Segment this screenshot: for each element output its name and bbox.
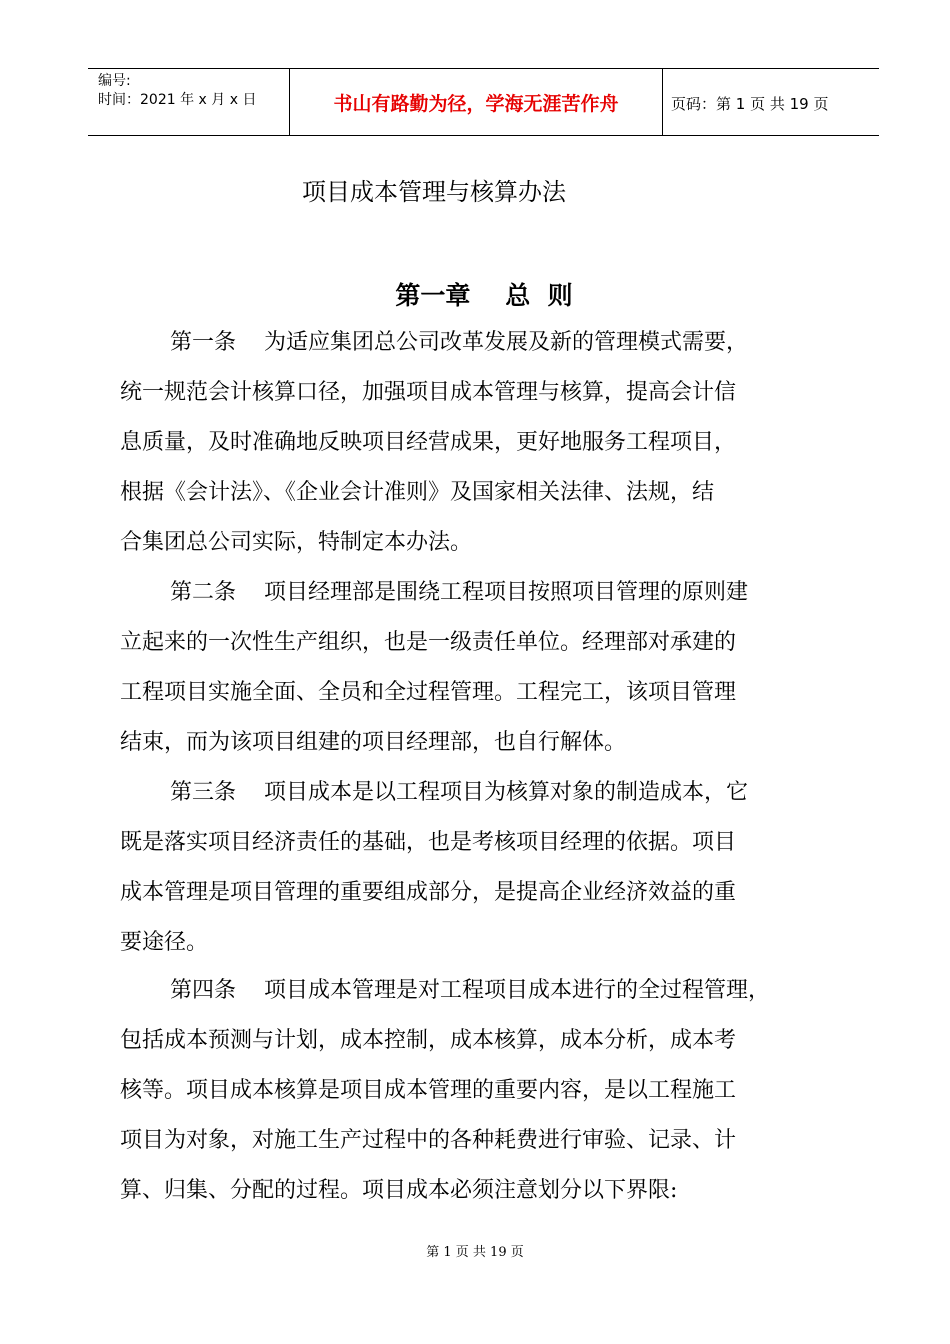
body-text-line: 工程项目实施全面、全员和全过程管理。工程完工，该项目管理 bbox=[120, 680, 737, 705]
body-text-line: 统一规范会计核算口径，加强项目成本管理与核算，提高会计信 bbox=[120, 380, 737, 405]
header-motto-cell bbox=[290, 69, 663, 135]
body-text-line: 算、归集、分配的过程。项目成本必须注意划分以下界限: bbox=[120, 1178, 678, 1203]
body-text-line: 第二条 项目经理部是围绕工程项目按照项目管理的原则建 bbox=[170, 580, 748, 605]
document-title: 项目成本管理与核算办法 bbox=[302, 178, 566, 206]
document-number-label: 编号: bbox=[98, 73, 131, 89]
body-text-line: 既是落实项目经济责任的基础，也是考核项目经理的依据。项目 bbox=[120, 830, 737, 855]
body-text-line: 根据《会计法》、《企业会计准则》及国家相关法律、法规，结 bbox=[120, 480, 715, 505]
document-time-label: 时间：2021 年 x 月 x 日 bbox=[98, 92, 257, 108]
body-text-line: 第一条 为适应集团总公司改革发展及新的管理模式需要， bbox=[170, 330, 748, 355]
body-text-line: 核等。项目成本核算是项目成本管理的重要内容，是以工程施工 bbox=[120, 1078, 737, 1103]
body-text-line: 合集团总公司实际，特制定本办法。 bbox=[120, 530, 473, 555]
body-text-line: 成本管理是项目管理的重要组成部分，是提高企业经济效益的重 bbox=[120, 880, 737, 905]
body-text-line: 要途径。 bbox=[120, 930, 209, 955]
page-footer: 第 1 页 共 19 页 bbox=[426, 1245, 524, 1260]
header-motto: 书山有路勤为径，学海无涯苦作舟 bbox=[333, 93, 619, 115]
document-header bbox=[88, 68, 879, 136]
header-page-number: 页码：第 1 页 共 19 页 bbox=[671, 95, 829, 113]
header-meta-cell bbox=[88, 69, 290, 135]
header-page-cell bbox=[663, 69, 879, 135]
body-text-line: 第四条 项目成本管理是对工程项目成本进行的全过程管理， bbox=[170, 978, 770, 1003]
body-text-line: 立起来的一次性生产组织，也是一级责任单位。经理部对承建的 bbox=[120, 630, 737, 655]
chapter-title: 第一章 总 则 bbox=[395, 281, 573, 310]
body-text-line: 包括成本预测与计划，成本控制，成本核算，成本分析，成本考 bbox=[120, 1028, 737, 1053]
body-text-line: 息质量，及时准确地反映项目经营成果，更好地服务工程项目， bbox=[120, 430, 737, 455]
body-text-line: 项目为对象，对施工生产过程中的各种耗费进行审验、记录、计 bbox=[120, 1128, 737, 1153]
body-text-line: 结束，而为该项目组建的项目经理部，也自行解体。 bbox=[120, 730, 627, 755]
body-text-line: 第三条 项目成本是以工程项目为核算对象的制造成本，它 bbox=[170, 780, 748, 805]
